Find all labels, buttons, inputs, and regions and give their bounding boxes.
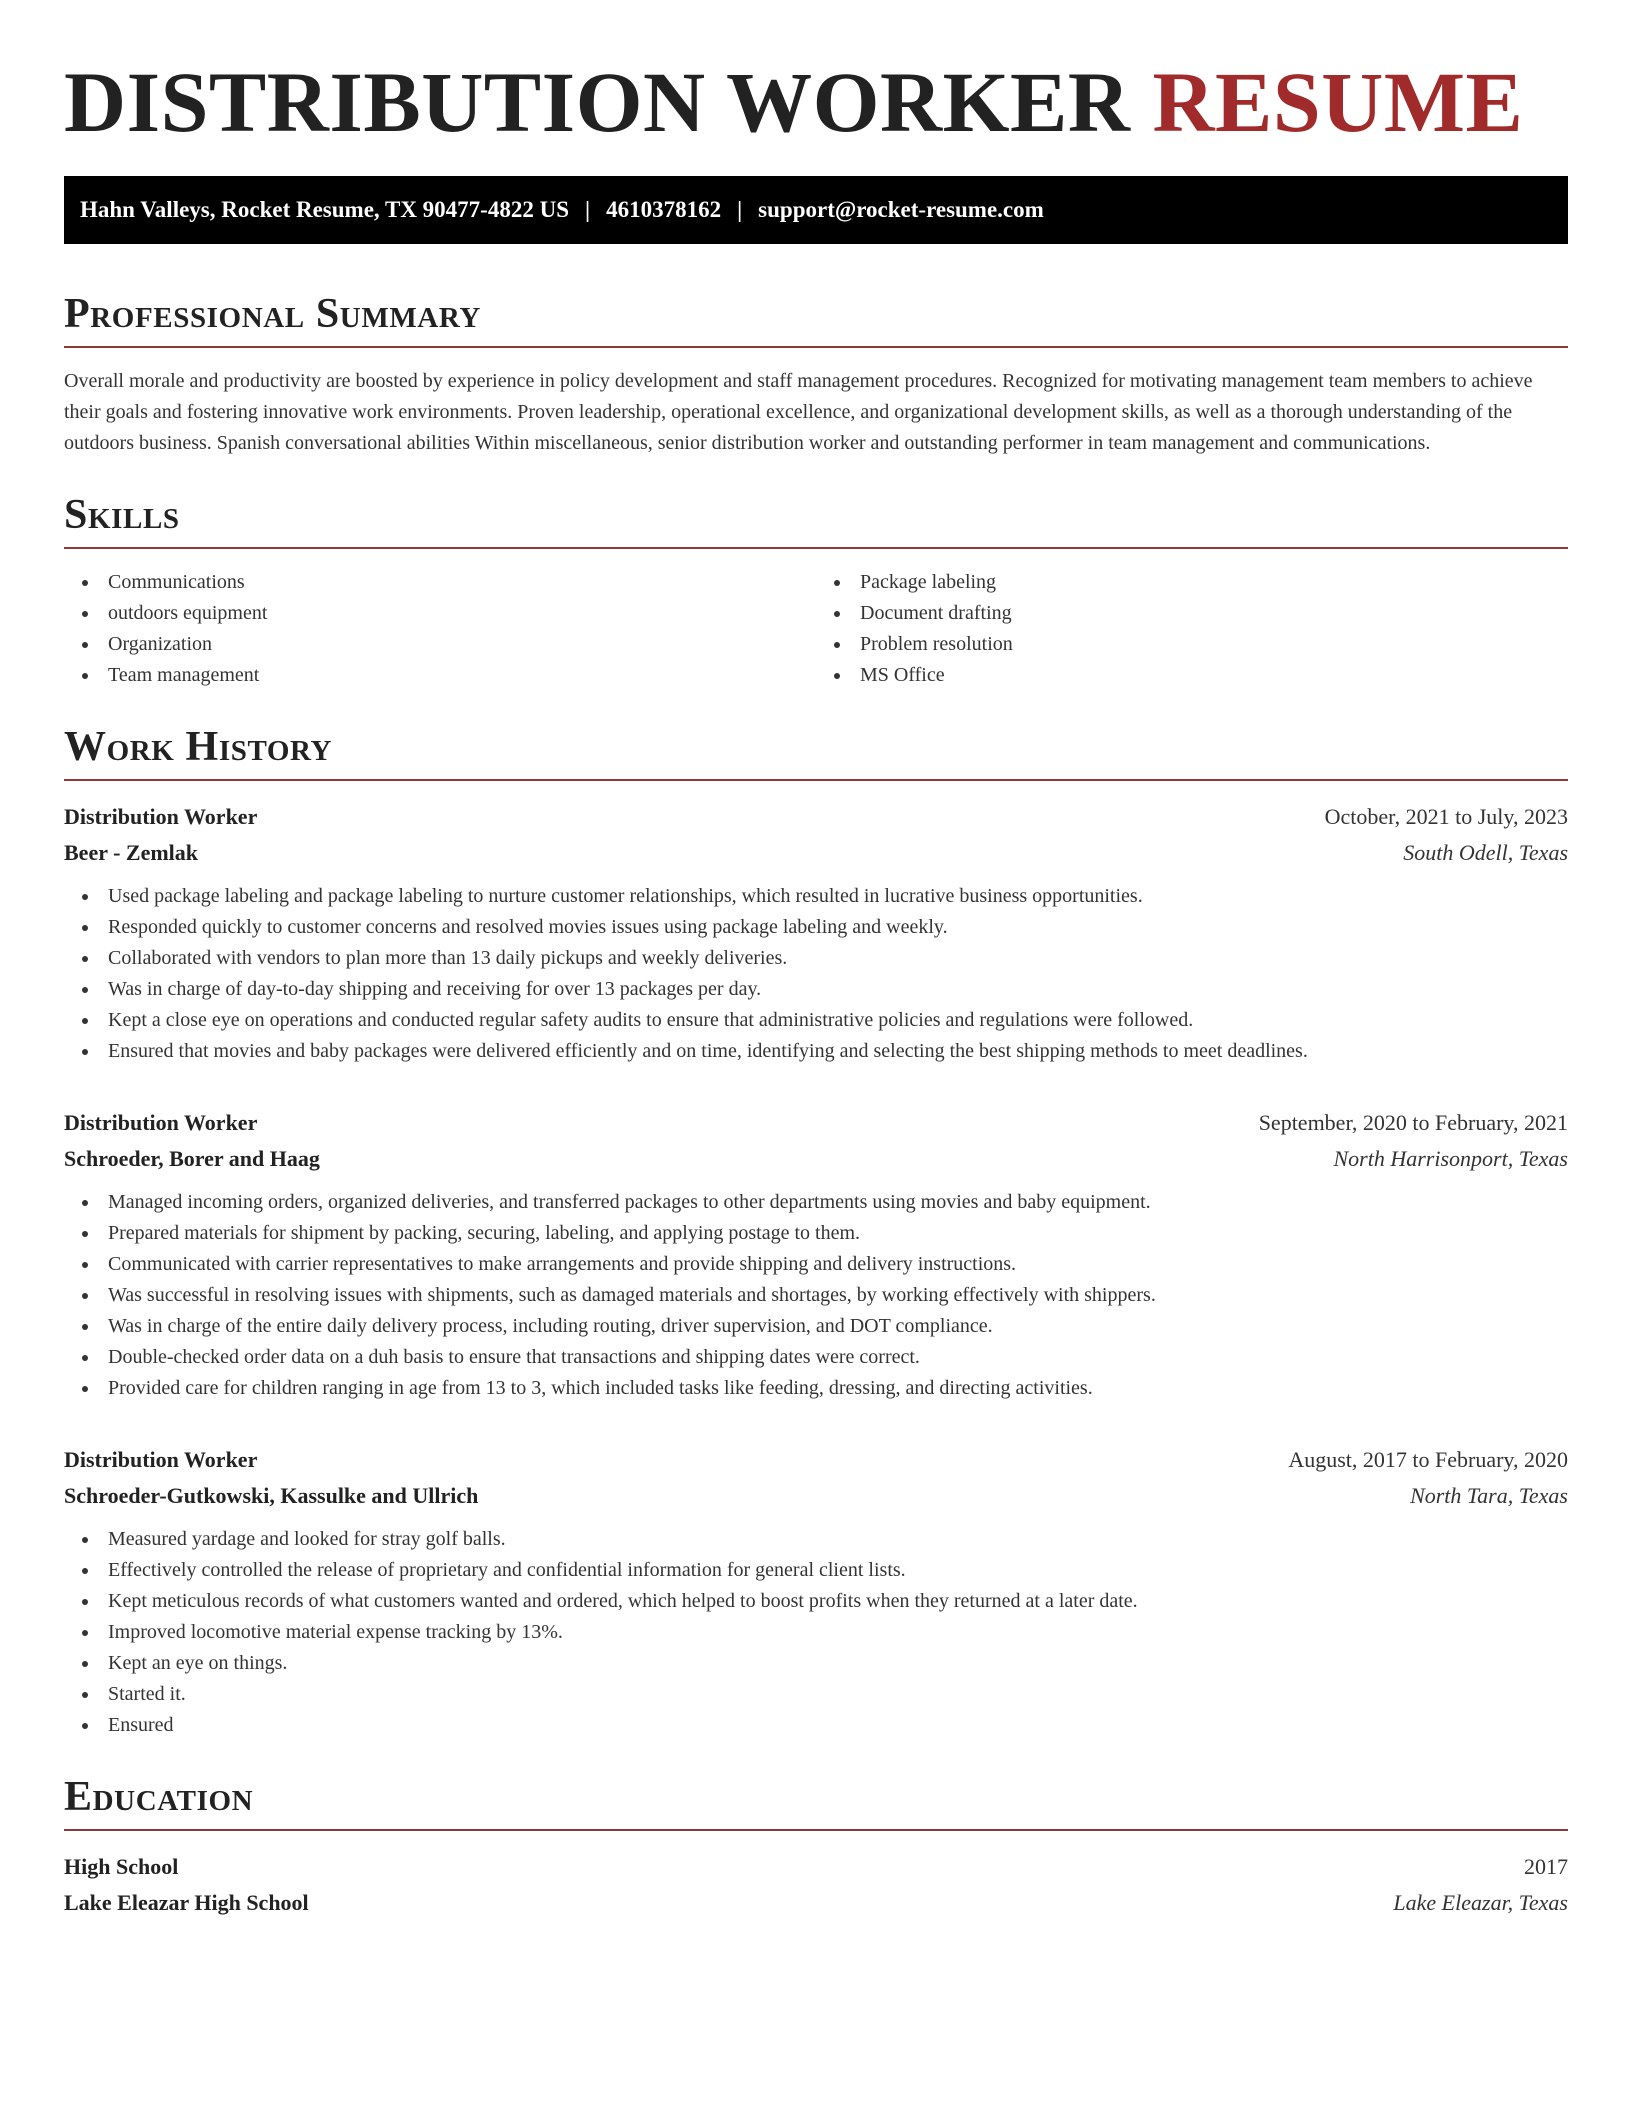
work-history-heading: Work History xyxy=(64,724,333,770)
job-bullet: Measured yardage and looked for stray golf balls. xyxy=(64,1524,1568,1555)
skills-column-left xyxy=(64,567,816,691)
title-main: DISTRIBUTION WORKER xyxy=(64,54,1131,150)
education-school-row xyxy=(64,1885,1568,1921)
education-header-row xyxy=(64,1849,1568,1885)
resume-title xyxy=(64,52,1568,152)
job-header-row xyxy=(64,1442,1568,1478)
job-bullet: Kept meticulous records of what customers wanted and ordered, which helped to boost profits when they returned at a later date. xyxy=(64,1586,1568,1617)
job-dates: October, 2021 to July, 2023 xyxy=(1324,804,1568,829)
job-entry xyxy=(64,1442,1568,1741)
contact-separator: | xyxy=(585,197,591,222)
job-bullet: Ensured that movies and baby packages were delivered efficiently and on time, identifying and selecting the best shipping methods to meet deadlines. xyxy=(64,1036,1568,1067)
job-entry xyxy=(64,799,1568,1067)
skill-item: Communications xyxy=(64,567,816,598)
job-bullet: Kept a close eye on operations and conducted regular safety audits to ensure that administrative policies and regulations were followed. xyxy=(64,1005,1568,1036)
job-location: South Odell, Texas xyxy=(1403,840,1568,865)
skills-heading: Skills xyxy=(64,492,180,538)
skill-item: outdoors equipment xyxy=(64,598,816,629)
job-bullets xyxy=(64,881,1568,1067)
job-bullet: Provided care for children ranging in age from 13 to 3, which included tasks like feeding, dressing, and directing activities. xyxy=(64,1373,1568,1404)
job-title: Distribution Worker xyxy=(64,804,258,829)
job-company-row xyxy=(64,1141,1568,1177)
section-divider xyxy=(64,779,1568,781)
contact-separator: | xyxy=(737,197,743,222)
job-company-row xyxy=(64,1478,1568,1514)
summary-text: Overall morale and productivity are boosted by experience in policy development and staff management procedures. Recognized for motivating management team members to achieve their goals and fostering innovative work environments. Proven leadership, operational excellence, and organizational development skills, as well as a thorough understanding of the outdoors business. Spanish conversational abilities Within miscellaneous, senior distribution worker and outstanding performer in team management and communications. xyxy=(64,370,1533,454)
education-school: Lake Eleazar High School xyxy=(64,1890,309,1915)
skill-item: Team management xyxy=(64,660,816,691)
skills-section xyxy=(64,489,1568,691)
job-company: Beer - Zemlak xyxy=(64,840,199,865)
job-bullet: Prepared materials for shipment by packing, securing, labeling, and applying postage to them. xyxy=(64,1218,1568,1249)
job-dates: September, 2020 to February, 2021 xyxy=(1258,1110,1568,1135)
skills-list xyxy=(64,567,1568,691)
job-bullet: Improved locomotive material expense tracking by 13%. xyxy=(64,1617,1568,1648)
job-company-row xyxy=(64,835,1568,871)
job-title: Distribution Worker xyxy=(64,1110,258,1135)
job-bullet: Managed incoming orders, organized deliveries, and transferred packages to other departments using movies and baby equipment. xyxy=(64,1187,1568,1218)
job-dates: August, 2017 to February, 2020 xyxy=(1288,1447,1568,1472)
job-header-row xyxy=(64,1105,1568,1141)
section-divider xyxy=(64,1829,1568,1831)
job-bullet: Kept an eye on things. xyxy=(64,1648,1568,1679)
job-company: Schroeder-Gutkowski, Kassulke and Ullrich xyxy=(64,1483,479,1508)
job-bullet: Was in charge of the entire daily delivery process, including routing, driver supervision, and DOT compliance. xyxy=(64,1311,1568,1342)
job-bullet: Communicated with carrier representatives to make arrangements and provide shipping and delivery instructions. xyxy=(64,1249,1568,1280)
job-bullets xyxy=(64,1524,1568,1741)
skill-item: Problem resolution xyxy=(816,629,1568,660)
job-bullet: Effectively controlled the release of proprietary and confidential information for general client lists. xyxy=(64,1555,1568,1586)
job-title: Distribution Worker xyxy=(64,1447,258,1472)
skill-item: Package labeling xyxy=(816,567,1568,598)
contact-email: support@rocket-resume.com xyxy=(758,197,1044,222)
job-location: North Harrisonport, Texas xyxy=(1333,1146,1568,1171)
contact-address: Hahn Valleys, Rocket Resume, TX 90477-4822 US xyxy=(80,197,569,222)
summary-heading: Professional Summary xyxy=(64,291,481,337)
job-bullet: Responded quickly to customer concerns and resolved movies issues using package labeling and weekly. xyxy=(64,912,1568,943)
summary-section xyxy=(64,288,1568,459)
skills-column-right xyxy=(816,567,1568,691)
job-bullet: Ensured xyxy=(64,1710,1568,1741)
title-accent: RESUME xyxy=(1152,54,1524,150)
job-header-row xyxy=(64,799,1568,835)
skill-item: MS Office xyxy=(816,660,1568,691)
skill-item: Document drafting xyxy=(816,598,1568,629)
education-entry xyxy=(64,1849,1568,1921)
education-year: 2017 xyxy=(1524,1854,1568,1879)
job-bullet: Double-checked order data on a duh basis to ensure that transactions and shipping dates were correct. xyxy=(64,1342,1568,1373)
education-location: Lake Eleazar, Texas xyxy=(1393,1890,1568,1915)
contact-bar xyxy=(64,176,1568,244)
education-degree: High School xyxy=(64,1854,179,1879)
job-entry xyxy=(64,1105,1568,1404)
job-bullet: Was in charge of day-to-day shipping and receiving for over 13 packages per day. xyxy=(64,974,1568,1005)
education-section xyxy=(64,1771,1568,1921)
job-bullet: Collaborated with vendors to plan more than 13 daily pickups and weekly deliveries. xyxy=(64,943,1568,974)
job-bullet: Started it. xyxy=(64,1679,1568,1710)
job-bullet: Used package labeling and package labeling to nurture customer relationships, which resulted in lucrative business opportunities. xyxy=(64,881,1568,912)
section-divider xyxy=(64,346,1568,348)
job-location: North Tara, Texas xyxy=(1410,1483,1568,1508)
work-history-section xyxy=(64,721,1568,1741)
education-heading: Education xyxy=(64,1774,254,1820)
job-bullets xyxy=(64,1187,1568,1404)
job-bullet: Was successful in resolving issues with shipments, such as damaged materials and shortages, by working effectively with shippers. xyxy=(64,1280,1568,1311)
contact-phone: 4610378162 xyxy=(606,197,722,222)
job-company: Schroeder, Borer and Haag xyxy=(64,1146,320,1171)
section-divider xyxy=(64,547,1568,549)
skill-item: Organization xyxy=(64,629,816,660)
